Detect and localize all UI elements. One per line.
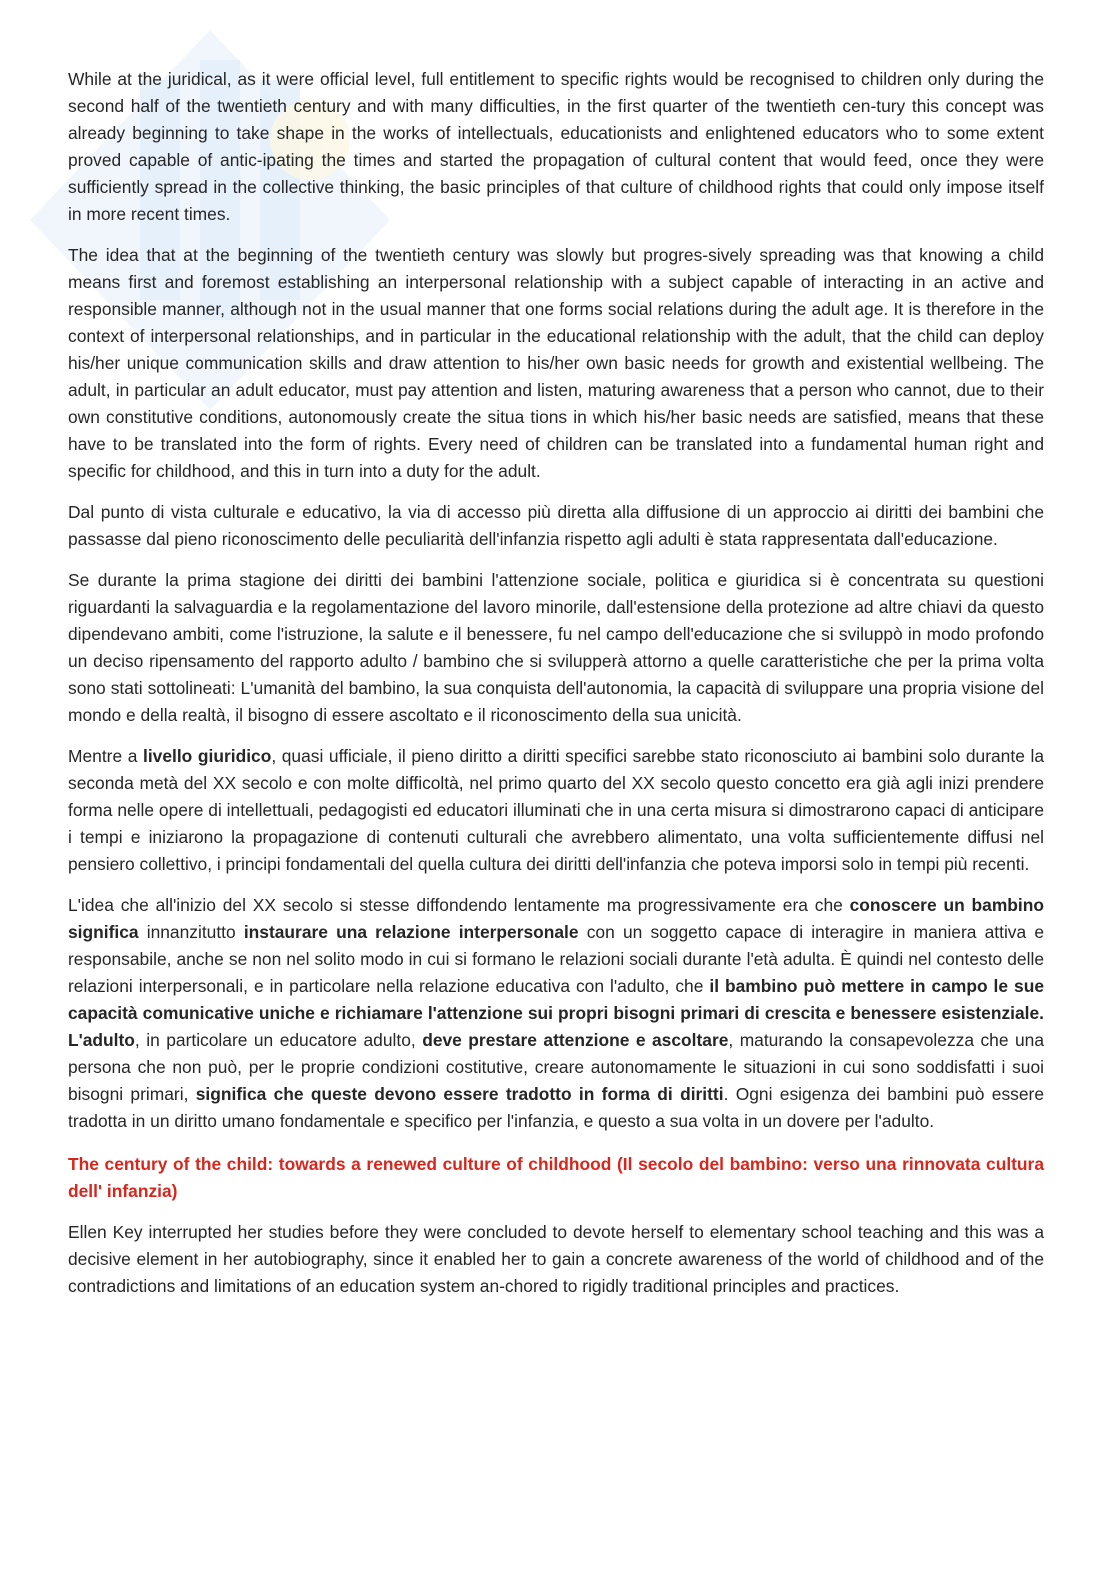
bold-phrase: conoscere un bambino significa [68,895,1044,942]
paragraph-7: Ellen Key interrupted her studies before they were concluded to devote herself to elementary school teaching and this was a decisive element in her autobiography, since it enabled her to gain a concrete awareness of the world of childhood and of the contradictions and limitations of an education system an-chored to rigidly traditional principles and practices. [68,1222,1044,1296]
paragraph-2: The idea that at the beginning of the twentieth century was slowly but progres-sively spreading was that knowing a child means first and foremost establishing an interpersonal relationship with a subject capable of interacting in an active and responsible manner, although not in the usual manner that one forms social relations during the adult age. It is therefore in the context of interpersonal relationships, and in particular in the educational relationship with the adult, that the child can deploy his/her unique communication skills and draw attention to his/her own basic needs for growth and existential wellbeing. The adult, in particular an adult educator, must pay attention and listen, maturing awareness that a person who cannot, due to their own constitutive conditions, autonomously create the situa tions in which his/her basic needs are satisfied, means that these have to be translated into the form of rights. Every need of children can be translated into a fundamental human right and specific for childhood, and this in turn into a duty for the adult. [68,245,1044,481]
document-body [68,66,1044,1314]
bold-phrase: instaurare una relazione interpersonale [243,922,579,942]
bold-phrase: il bambino può mettere in campo le sue capacità comunicative uniche e richiamare l'attenzione sui propri bisogni primari di crescita e benessere esistenziale. L'adulto [68,976,1044,1050]
paragraph-1: While at the juridical, as it were official level, full entitlement to specific rights would be recognised to children only during the second half of the twentieth century and with many difficulties, in the first quarter of the twentieth cen-tury this concept was already beginning to take shape in the works of intellectuals, educationists and enlightened educators who to some extent proved capable of antic-ipating the times and started the propagation of cultural content that would feed, once they were sufficiently spread in the collective thinking, the basic principles of that culture of childhood rights that could only impose itself in more recent times. [68,69,1044,224]
paragraph-4: Se durante la prima stagione dei diritti dei bambini l'attenzione sociale, politica e giuridica si è concentrata su questioni riguardanti la salvaguardia e la regolamentazione del lavoro minorile, dall'estensione della protezione ad altre chiavi da questo dipendevano ambiti, come l'istruzione, la salute e il benessere, fu nel campo dell'educazione che si sviluppò in modo profondo un deciso ripensamento del rapporto adulto / bambino che si svilupperà attorno a quelle caratteristiche che per la prima volta sono stati sottolineati: L'umanità del bambino, la sua conquista dell'autonomia, la capacità di sviluppare una propria visione del mondo e della realtà, il bisogno di essere ascoltato e il riconoscimento della sua unicità. [68,570,1044,725]
bold-phrase: deve prestare attenzione e ascoltare [422,1030,729,1050]
paragraph-6: L'idea che all'inizio del XX secolo si stesse diffondendo lentamente ma progressivamente era che conoscere un bambino significa innanzitutto instaurare una relazione interpersonale con un soggetto capace di interagire in maniera attiva e responsabile, anche se non nel solito modo in cui si formano le relazioni sociali durante l'età adulta. È quindi nel contesto delle relazioni interpersonali, e in particolare nella relazione educativa con l'adulto, che il bambino può mettere in campo le sue capacità comunicative uniche e richiamare l'attenzione sui propri bisogni primari di crescita e benessere esistenziale. L'adulto, in particolare un educatore adulto, deve prestare attenzione e ascoltare, maturando la consapevolezza che una persona che non può, per le proprie condizioni costitutive, creare autonomamente le situazioni in cui sono soddisfatti i suoi bisogni primari, significa che queste devono essere tradotto in forma di diritti. Ogni esigenza dei bambini può essere tradotta in un diritto umano fondamentale e specifico per l'infanzia, e questo a sua volta in un dovere per l'adulto. [68,895,1045,1131]
bold-phrase: significa che queste devono essere tradotto in forma di diritti [195,1084,724,1104]
paragraph-5: Mentre a livello giuridico, quasi ufficiale, il pieno diritto a diritti specifici sarebbe stato riconosciuto ai bambini solo durante la seconda metà del XX secolo e con molte difficoltà, nel primo quarto del XX secolo questo concetto era già agli inizi prendere forma nelle opere di intellettuali, pedagogisti ed educatori illuminati che in una certa misura si dimostrarono capaci di anticipare i tempi e iniziarono la propagazione di contenuti culturali che avrebbero alimentato, una volta sufficientemente diffusi nel pensiero collettivo, i principi fondamentali del quella cultura dei diritti dell'infanzia che poteva imporsi solo in tempi più recenti. [68,746,1044,874]
section-heading: The century of the child: towards a renewed culture of childhood (Il secolo del bambino: verso una rinnovata cultura dell' infanzia) [68,1154,1044,1201]
bold-phrase: livello giuridico [143,746,272,766]
paragraph-3: Dal punto di vista culturale e educativo, la via di accesso più diretta alla diffusione di un approccio ai diritti dei bambini che passasse dal pieno riconoscimento delle peculiarità dell'infanzia rispetto agli adulti è stata rappresentata dall'educazione. [68,502,1044,549]
